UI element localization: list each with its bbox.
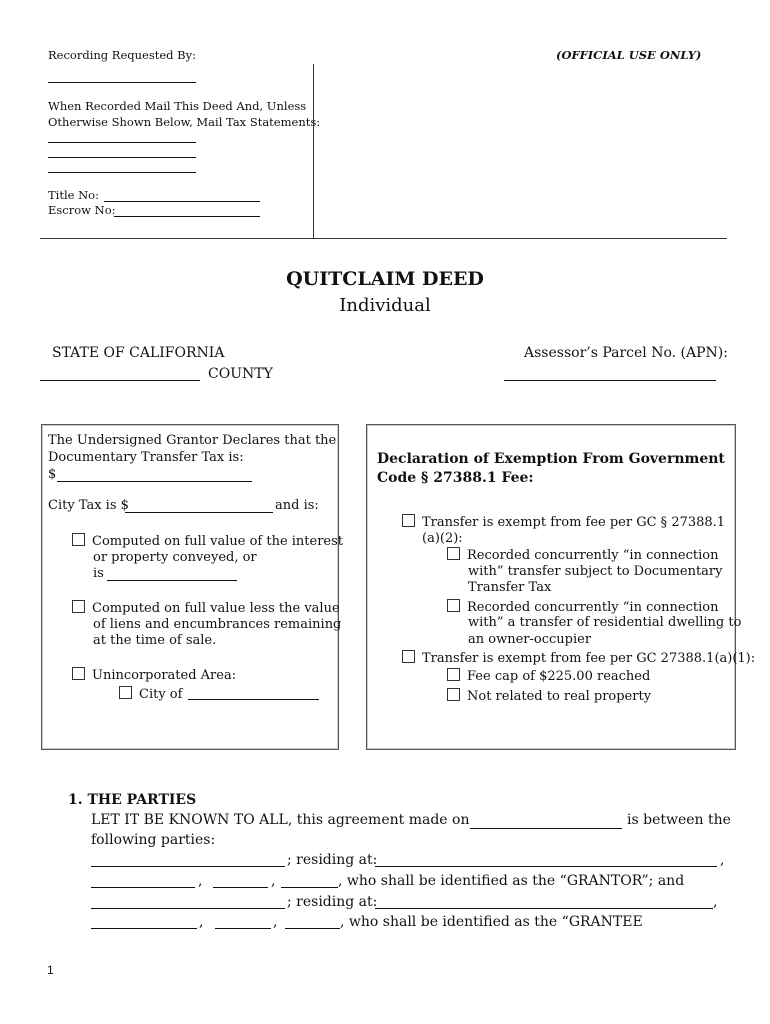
concurrent-residential-line2: with” a transfer of residential dwelling to <box>468 615 742 630</box>
not-real-property-label: Not related to real property <box>467 689 652 704</box>
tax-dollar-sign: $ <box>48 467 57 482</box>
unincorporated-area-label: Unincorporated Area: <box>92 668 237 683</box>
mail-address-field-3[interactable] <box>48 172 196 173</box>
concurrent-residential-checkbox[interactable] <box>447 599 460 612</box>
title-no-field[interactable] <box>104 201 260 202</box>
grantor-address-field[interactable] <box>375 866 717 867</box>
tax-declaration-line1: The Undersigned Grantor Declares that the <box>48 433 337 448</box>
concurrent-documentary-line2: with” transfer subject to Documentary <box>468 564 723 579</box>
unincorporated-area-checkbox[interactable] <box>72 667 85 680</box>
official-use-label: (OFFICIAL USE ONLY) <box>556 48 702 62</box>
grantor-state-comma: , <box>271 873 276 889</box>
computed-full-value-label: Computed on full value of the interest <box>92 534 344 549</box>
title-no-label: Title No: <box>48 188 99 202</box>
mail-instructions-line2: Otherwise Shown Below, Mail Tax Statements: <box>48 115 321 129</box>
grantee-address-comma: , <box>713 894 718 910</box>
header-horizontal-divider <box>40 238 727 239</box>
city-tax-prefix: City Tax is $ <box>48 498 129 513</box>
concurrent-residential-label: Recorded concurrently “in connection <box>467 600 719 615</box>
grantor-identifier-text: , who shall be identified as the “GRANTOR”; and <box>338 873 685 889</box>
exemption-heading-line2: Code § 27388.1 Fee: <box>377 470 534 486</box>
city-of-field[interactable] <box>188 699 319 700</box>
concurrent-documentary-label: Recorded concurrently “in connection <box>467 548 719 563</box>
state-label: STATE OF CALIFORNIA <box>52 345 225 361</box>
grantor-zip-field[interactable] <box>281 887 338 888</box>
county-label: COUNTY <box>208 366 273 382</box>
mail-address-field-2[interactable] <box>48 157 196 158</box>
header-vertical-divider <box>313 64 314 239</box>
computed-less-liens-line2: of liens and encumbrances remaining <box>93 617 342 632</box>
computed-less-liens-line3: at the time of sale. <box>93 633 217 648</box>
exempt-a1-checkbox[interactable] <box>402 650 415 663</box>
apn-field[interactable] <box>504 380 716 381</box>
exempt-a2-line2: (a)(2): <box>422 531 463 546</box>
fee-cap-checkbox[interactable] <box>447 668 460 681</box>
concurrent-documentary-line3: Transfer Tax <box>468 580 552 595</box>
apn-label: Assessor’s Parcel No. (APN): <box>524 345 728 361</box>
grantee-state-comma: , <box>273 914 278 930</box>
agreement-date-field[interactable] <box>470 828 622 829</box>
not-real-property-checkbox[interactable] <box>447 688 460 701</box>
escrow-no-label: Escrow No: <box>48 203 116 217</box>
agreement-line-suffix: is between the <box>627 812 731 828</box>
city-tax-suffix: and is: <box>275 498 319 513</box>
recording-requested-label: Recording Requested By: <box>48 48 196 62</box>
page-number: 1 <box>47 963 54 977</box>
grantor-name-field[interactable] <box>91 866 285 867</box>
city-of-label: City of <box>139 687 183 702</box>
grantee-city-field[interactable] <box>91 928 197 929</box>
exemption-heading-line1: Declaration of Exemption From Government <box>377 451 725 467</box>
exempt-a2-checkbox[interactable] <box>402 514 415 527</box>
grantee-name-field[interactable] <box>91 908 285 909</box>
grantee-identifier-text: , who shall be identified as the “GRANTEE <box>340 914 643 930</box>
grantor-address-comma: , <box>720 852 725 868</box>
computed-less-liens-label: Computed on full value less the value <box>92 601 340 616</box>
computed-full-value-field[interactable] <box>107 580 237 581</box>
city-of-checkbox[interactable] <box>119 686 132 699</box>
escrow-no-field[interactable] <box>114 216 260 217</box>
computed-less-liens-checkbox[interactable] <box>72 600 85 613</box>
grantee-address-field[interactable] <box>375 908 713 909</box>
page-subtitle: Individual <box>339 295 431 316</box>
county-field[interactable] <box>40 380 200 381</box>
computed-full-value-line3: is <box>93 566 104 581</box>
grantor-state-field[interactable] <box>213 887 268 888</box>
parties-heading: 1. THE PARTIES <box>68 792 197 808</box>
computed-full-value-line2: or property conveyed, or <box>93 550 257 565</box>
exempt-a1-label: Transfer is exempt from fee per GC 27388.1(a)(1): <box>422 651 756 666</box>
grantee-city-comma: , <box>199 914 204 930</box>
documentary-tax-amount-field[interactable] <box>57 481 252 482</box>
mail-address-field-1[interactable] <box>48 142 196 143</box>
following-parties-text: following parties: <box>91 832 216 848</box>
grantee-zip-field[interactable] <box>285 928 340 929</box>
tax-declaration-line2: Documentary Transfer Tax is: <box>48 450 244 465</box>
concurrent-residential-line3: an owner-occupier <box>468 632 592 647</box>
page-title: QUITCLAIM DEED <box>286 268 484 290</box>
grantee-residing-label: ; residing at: <box>287 894 378 910</box>
computed-full-value-checkbox[interactable] <box>72 533 85 546</box>
city-tax-amount-field[interactable] <box>125 512 273 513</box>
recording-requested-field[interactable] <box>48 82 196 83</box>
grantor-city-comma: , <box>198 873 203 889</box>
mail-instructions-line1: When Recorded Mail This Deed And, Unless <box>48 99 307 113</box>
grantor-city-field[interactable] <box>91 887 195 888</box>
exempt-a2-label: Transfer is exempt from fee per GC § 27388.1 <box>422 515 726 530</box>
grantor-residing-label: ; residing at: <box>287 852 378 868</box>
transfer-tax-box <box>41 424 342 750</box>
agreement-line-text: LET IT BE KNOWN TO ALL, this agreement made on <box>91 812 470 828</box>
concurrent-documentary-checkbox[interactable] <box>447 547 460 560</box>
grantee-state-field[interactable] <box>215 928 271 929</box>
fee-cap-label: Fee cap of $225.00 reached <box>467 669 651 684</box>
